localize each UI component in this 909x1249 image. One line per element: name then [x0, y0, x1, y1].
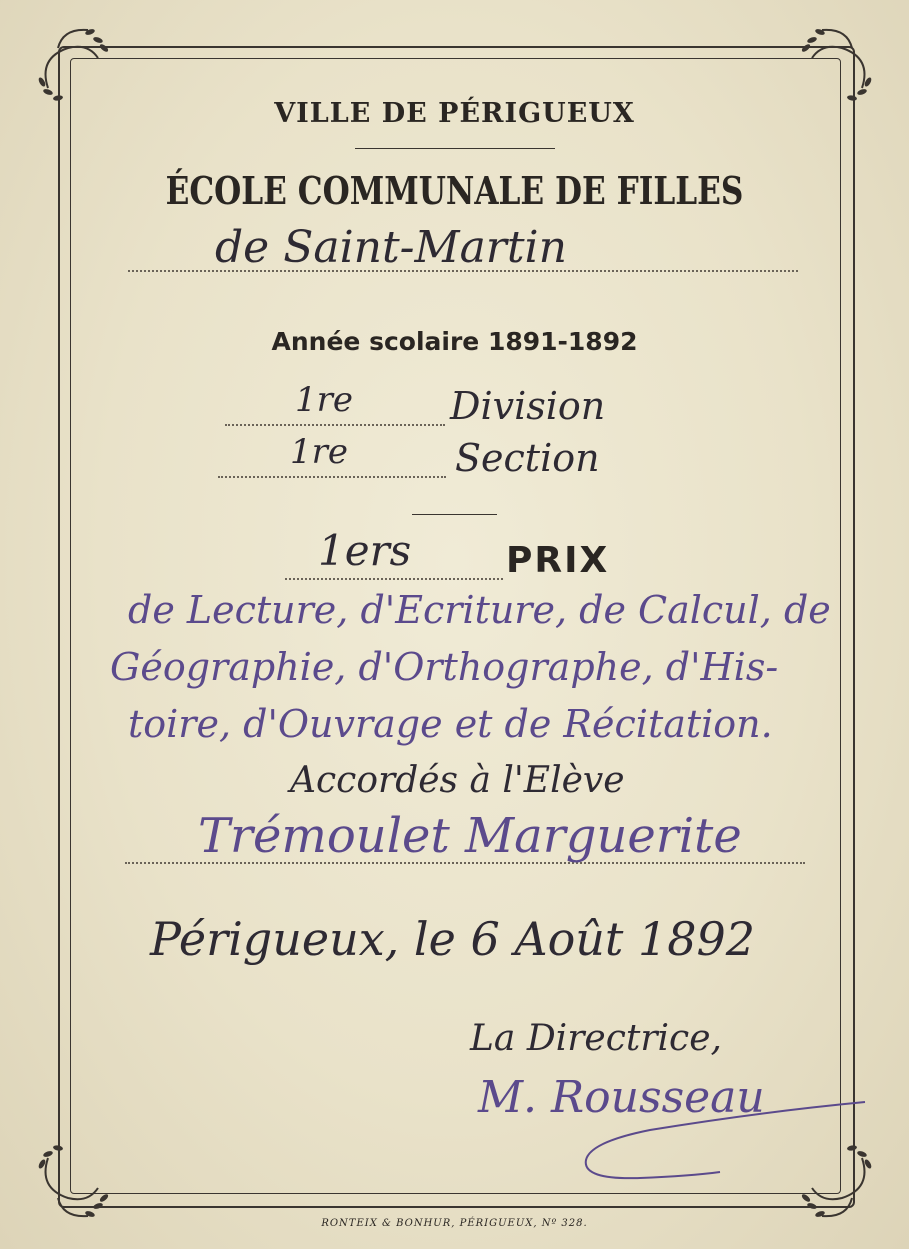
- school-name: de Saint-Martin: [215, 222, 567, 273]
- laurel-ornament-icon: [28, 18, 118, 108]
- prize-label: PRIX: [506, 540, 610, 581]
- school-year: Année scolaire 1891-1892: [271, 327, 638, 356]
- award-label: Accordés à l'Elève: [290, 760, 625, 801]
- section-label: Section: [455, 436, 600, 480]
- signature-name: M. Rousseau: [478, 1072, 765, 1123]
- printer-imprint: RONTEIX & BONHUR, PÉRIGUEUX, Nº 328.: [321, 1218, 588, 1229]
- laurel-ornament-icon: [28, 1138, 118, 1228]
- section-number: 1re: [290, 432, 349, 472]
- prize-subjects-line-2: Géographie, d'Orthographe, d'His-: [110, 645, 779, 689]
- prize-subjects-line-3: toire, d'Ouvrage et de Récitation.: [128, 702, 773, 746]
- division-label: Division: [450, 384, 606, 428]
- place-date: Périgueux, le 6 Août 1892: [150, 912, 756, 966]
- student-name: Trémoulet Marguerite: [198, 808, 742, 864]
- prize-rank: 1ers: [318, 526, 412, 575]
- city-heading: VILLE DE PÉRIGUEUX: [274, 98, 635, 129]
- divider: [412, 514, 497, 515]
- signature-flourish: [560, 1100, 870, 1190]
- prize-rank-line: [285, 578, 503, 580]
- divider: [355, 148, 555, 149]
- division-line: [225, 424, 445, 426]
- prize-subjects-line-1: de Lecture, d'Ecriture, de Calcul, de: [128, 588, 831, 632]
- division-number: 1re: [295, 380, 354, 420]
- laurel-ornament-icon: [792, 18, 882, 108]
- signature-title: La Directrice,: [470, 1018, 722, 1059]
- school-heading: ÉCOLE COMMUNALE DE FILLES: [165, 168, 744, 213]
- section-line: [218, 476, 446, 478]
